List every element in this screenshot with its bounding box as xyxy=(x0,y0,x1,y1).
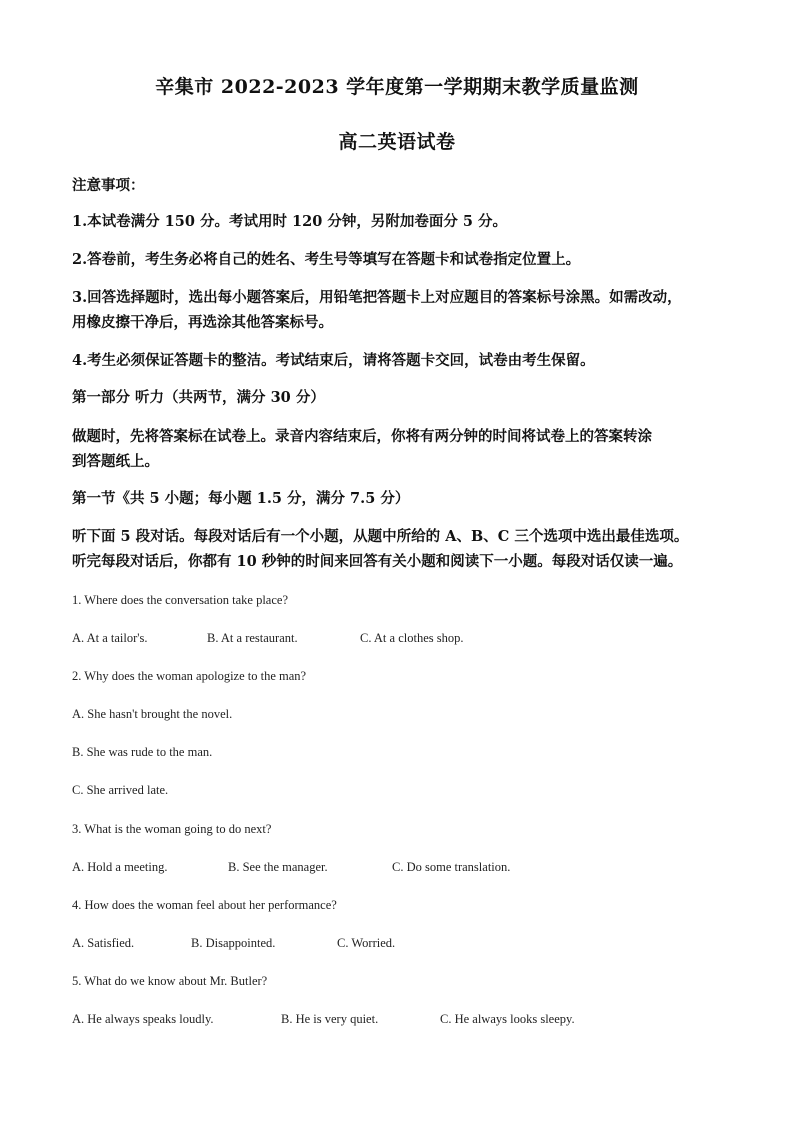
note-item-1: 1.本试卷满分 150 分。考试用时 120 分钟，另附加卷面分 5 分。 xyxy=(72,213,508,230)
part1-heading: 第一部分 听力（共两节，满分 30 分） xyxy=(72,389,325,406)
section1-intro-line-1: 听下面 5 段对话。每段对话后有一个小题，从题中所给的 A、B、C 三个选项中选出最佳选项。 xyxy=(72,528,689,545)
question-5-option-b[interactable]: B. He is very quiet. xyxy=(281,1012,379,1026)
part1-intro-line-1: 做题时，先将答案标在试卷上。录音内容结束后，你将有两分钟的时间将试卷上的答案转涂 xyxy=(72,428,652,445)
question-5-option-c[interactable]: C. He always looks sleepy. xyxy=(440,1012,575,1026)
question-5-option-a[interactable]: A. He always speaks loudly. xyxy=(72,1012,214,1026)
question-2-option-c[interactable]: C. She arrived late. xyxy=(72,783,169,797)
question-4-option-a[interactable]: A. Satisfied. xyxy=(72,936,135,950)
exam-subtitle: 高二英语试卷 xyxy=(338,131,456,153)
question-1-option-b[interactable]: B. At a restaurant. xyxy=(207,631,298,645)
question-4-option-c[interactable]: C. Worried. xyxy=(337,936,396,950)
note-item-3-line-1: 3.回答选择题时，选出每小题答案后，用铅笔把答题卡上对应题目的答案标号涂黑。如需改动， xyxy=(72,289,682,306)
question-2-stem: 2. Why does the woman apologize to the man? xyxy=(72,669,307,683)
section1-heading: 第一节《共 5 小题；每小题 1.5 分，满分 7.5 分） xyxy=(72,490,410,507)
question-2-option-b[interactable]: B. She was rude to the man. xyxy=(72,745,213,759)
part1-intro-line-2: 到答题纸上。 xyxy=(72,453,159,470)
question-4-stem: 4. How does the woman feel about her performance? xyxy=(72,898,337,912)
question-2-option-a[interactable]: A. She hasn't brought the novel. xyxy=(72,707,233,721)
question-3-stem: 3. What is the woman going to do next? xyxy=(72,822,272,836)
question-1-option-a[interactable]: A. At a tailor's. xyxy=(72,631,148,645)
note-item-2: 2.答卷前，考生务必将自己的姓名、考生号等填写在答题卡和试卷指定位置上。 xyxy=(72,251,581,268)
question-1-option-c[interactable]: C. At a clothes shop. xyxy=(360,631,464,645)
question-4-option-b[interactable]: B. Disappointed. xyxy=(191,936,276,950)
note-item-4: 4.考生必须保证答题卡的整洁。考试结束后，请将答题卡交回，试卷由考生保留。 xyxy=(72,352,595,369)
question-1-stem: 1. Where does the conversation take place? xyxy=(72,593,288,607)
notes-heading: 注意事项： xyxy=(72,177,145,194)
exam-title: 辛集市 2022-2023 学年度第一学期期末教学质量监测 xyxy=(155,76,639,98)
question-3-option-a[interactable]: A. Hold a meeting. xyxy=(72,860,168,874)
question-3-option-b[interactable]: B. See the manager. xyxy=(228,860,328,874)
note-item-3-line-2: 用橡皮擦干净后，再选涂其他答案标号。 xyxy=(72,314,333,331)
question-5-stem: 5. What do we know about Mr. Butler? xyxy=(72,974,268,988)
question-3-option-c[interactable]: C. Do some translation. xyxy=(392,860,511,874)
section1-intro-line-2: 听完每段对话后，你都有 10 秒钟的时间来回答有关小题和阅读下一小题。每段对话仅读一遍。 xyxy=(72,553,683,570)
